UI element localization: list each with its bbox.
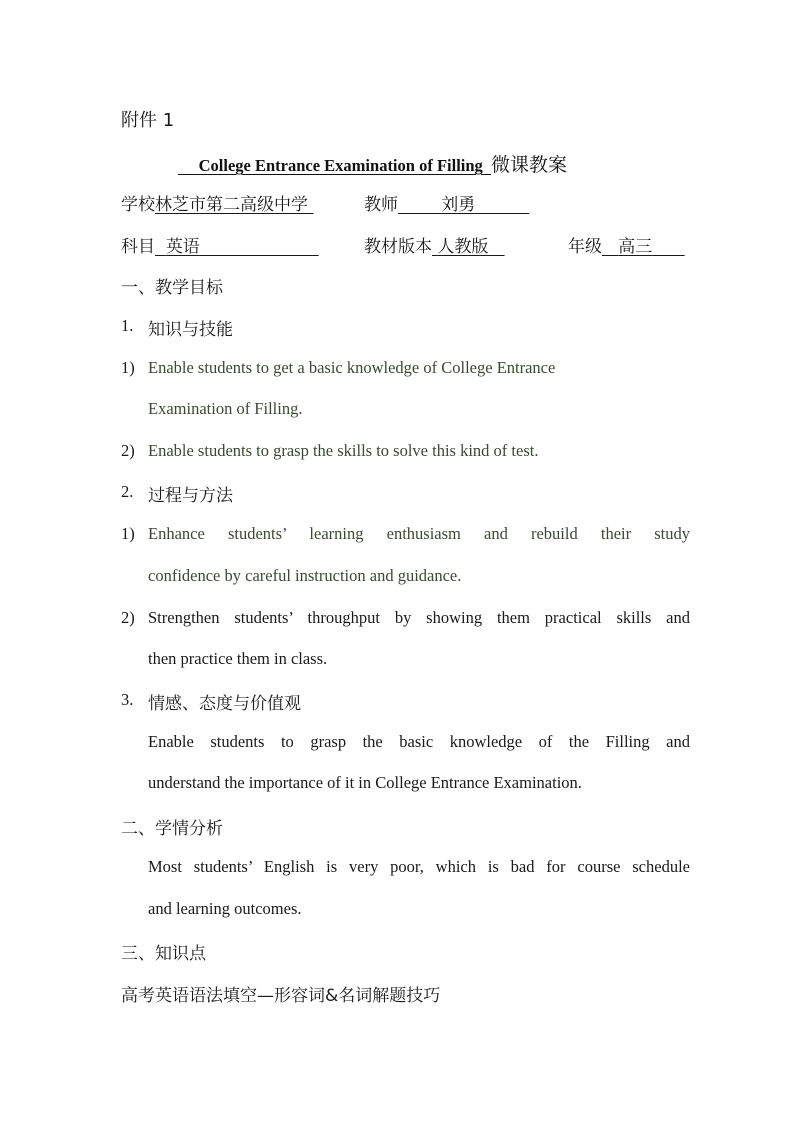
section2-line1: Most students’ English is very poor, which is bad for course schedule bbox=[148, 857, 690, 876]
grade-label: 年级 bbox=[568, 237, 602, 257]
teacher-value: 刘勇 bbox=[441, 195, 476, 215]
sub1-item2-line1: Enable students to grasp the skills to solve this kind of test. bbox=[148, 441, 539, 460]
section1-heading: 一、教学目标 bbox=[121, 278, 223, 298]
school-label: 学校 bbox=[121, 195, 155, 215]
sub2-title: 过程与方法 bbox=[148, 486, 233, 506]
sub1-item1-line1: Enable students to get a basic knowledge of College Entrance bbox=[148, 358, 556, 377]
subject-value: 英语 bbox=[165, 237, 200, 257]
sub2-item2-line2: then practice them in class. bbox=[148, 649, 328, 668]
info-grade bbox=[568, 232, 685, 257]
section3-content: 高考英语语法填空—形容词&名词解题技巧 bbox=[121, 986, 441, 1006]
info-teacher bbox=[364, 190, 529, 215]
sub2-number: 2. bbox=[121, 482, 134, 501]
document-title bbox=[178, 150, 567, 177]
sub2-item1-line2: confidence by careful instruction and guidance. bbox=[148, 566, 462, 585]
grade-value: 高三 bbox=[618, 237, 653, 257]
textbook-label: 教材版本 bbox=[364, 237, 432, 257]
sub3-number: 3. bbox=[121, 690, 134, 709]
textbook-value: 人教版 bbox=[437, 237, 489, 257]
sub3-line2: understand the importance of it in College Entrance Examination. bbox=[148, 773, 582, 792]
section2-heading: 二、学情分析 bbox=[121, 819, 223, 839]
info-school bbox=[121, 190, 313, 215]
info-textbook bbox=[364, 232, 505, 257]
title-chinese: 微课教案 bbox=[491, 154, 568, 176]
sub2-item1-number: 1) bbox=[121, 524, 135, 543]
sub3-line1: Enable students to grasp the basic knowledge of the Filling and bbox=[148, 732, 690, 751]
section2-line2: and learning outcomes. bbox=[148, 899, 302, 918]
sub3-title: 情感、态度与价值观 bbox=[148, 694, 301, 714]
subject-label: 科目 bbox=[121, 237, 155, 257]
school-value: 林芝市第二高级中学 bbox=[155, 195, 308, 215]
info-subject bbox=[121, 232, 319, 257]
sub2-item1-line1: Enhance students’ learning enthusiasm and rebuild their study bbox=[148, 524, 690, 543]
teacher-label: 教师 bbox=[364, 195, 398, 215]
attachment-label: 附件 1 bbox=[121, 110, 175, 131]
sub1-title: 知识与技能 bbox=[148, 320, 233, 340]
sub1-item1-number: 1) bbox=[121, 358, 135, 377]
section3-heading: 三、知识点 bbox=[121, 944, 206, 964]
sub2-item2-line1: Strengthen students’ throughput by showing them practical skills and bbox=[148, 608, 690, 627]
sub1-number: 1. bbox=[121, 316, 134, 335]
sub2-item2-number: 2) bbox=[121, 608, 135, 627]
title-english: College Entrance Examination of Filling bbox=[198, 156, 483, 175]
sub1-item2-number: 2) bbox=[121, 441, 135, 460]
sub1-item1-line2: Examination of Filling. bbox=[148, 399, 303, 418]
